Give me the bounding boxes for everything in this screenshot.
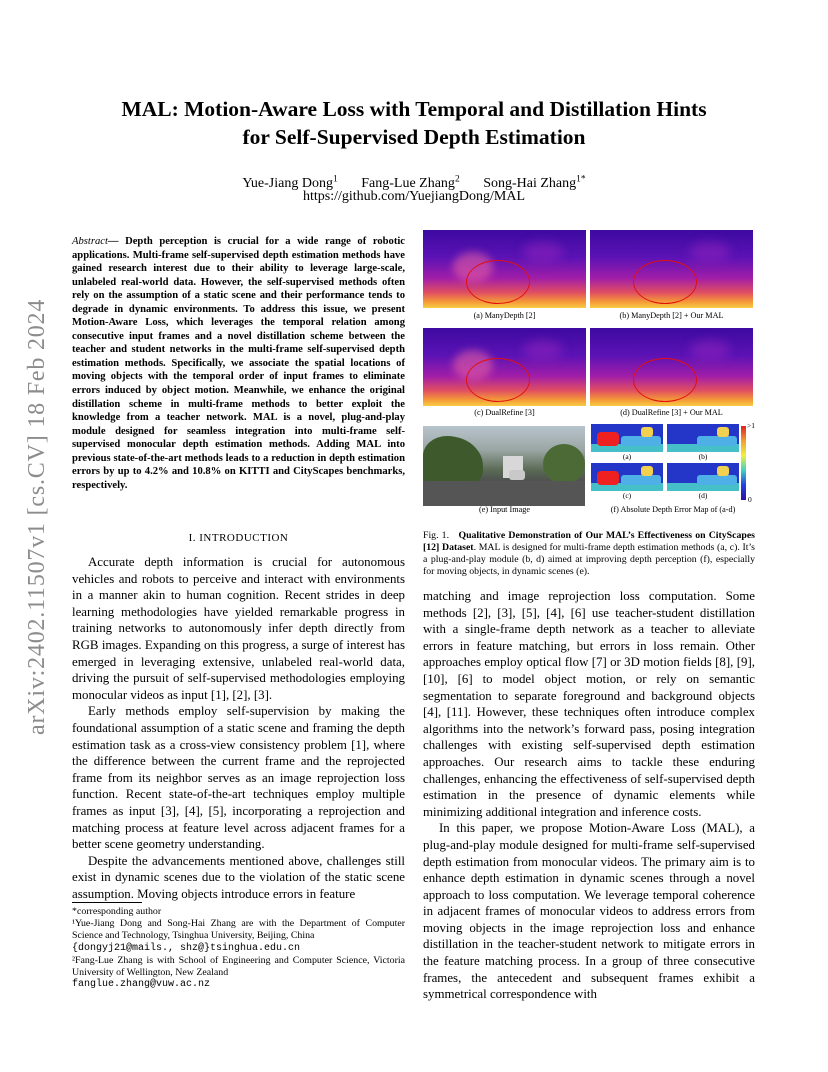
- title-line-1: MAL: Motion-Aware Loss with Temporal and Distillation Hints: [121, 97, 707, 121]
- error-label-d: (d): [698, 491, 708, 500]
- paragraph: Despite the advancements mentioned above, challenges still exist in dynamic scenes due to the violation of the static scene assumption. Moving objects introduce errors in feature: [72, 853, 405, 901]
- caption-b: (b) ManyDepth [2] + Our MAL: [619, 311, 724, 320]
- depth-map-d: [590, 328, 753, 406]
- figure-caption-label: Fig. 1.: [423, 530, 450, 541]
- paragraph: In this paper, we propose Motion-Aware Loss (MAL), a plug-and-play module designed for multi-frame self-supervised depth estimation from monocular videos. The primary aim is to enhance depth estimation in dynamic scenes through a novel approach to loss computation. We leverage temporal coherence in adjacent frames of monocular videos to address errors from moving objects in the image reprojection loss and enhance distillation in the teacher-student network to mitigate errors in the feature matching process. In a group of three consecutive frames, the antecedent and subsequent frames exhibit a symmetrical correspondence with: [423, 821, 755, 1002]
- footnote-1-email: {dongyj21@mails., shz@}tsinghua.edu.cn: [72, 942, 301, 954]
- depth-map-a: [423, 230, 586, 308]
- abstract-text: — Depth perception is crucial for a wide range of robotic applications. Multi-frame self-supervised depth estimation methods have gained research interest due to their ability to leverage large-scale, unlabeled real-world data. However, the self-supervised methods often rely on the assumption of a static scene and their performance tends to degrade in dynamic environments. To address this issue, we present Motion-Aware Loss, which leverages the temporal relation among consecutive input frames and a novel distillation scheme between the teacher and student networks in the multi-frame self-supervised depth estimation methods. Specifically, we associate the spatial locations of moving objects with the temporal order of input frames to eliminate errors induced by object motion. Meanwhile, we enhance the original distillation scheme in multi-frame methods to better exploit the knowledge from a teacher network. MAL is a novel, plug-and-play module designed for seamless integration into multi-frame self-supervised monocular depth estimation methods. Adding MAL into previous state-of-the-art methods leads to a reduction in depth estimation errors by up to 4.2% and 10.8% on KITTI and CityScapes benchmarks, respectively.: [72, 236, 405, 491]
- error-colorbar: [741, 426, 746, 500]
- figure-caption: [423, 530, 755, 578]
- error-label-a: (a): [622, 452, 632, 461]
- figure-caption-title: Qualitative Demonstration of Our MAL’s Effectiveness on CityScapes [12] Dataset: [423, 530, 755, 554]
- paragraph: matching and image reprojection loss computation. Some methods [2], [3], [5], [4], [6] use teacher-student distillation with a single-frame depth network as a teacher to alleviate errors in feature matching, but errors in loss remain. Other approaches employ optical flow [7] or 3D motion fields [8], [9], [10], [6] to model object motion, or rely on semantic segmentation to separate foreground and background objects [4], [11]. However, these techniques often introduce complex algorithms into the network’s forward pass, posing integration challenges with existing self-supervised depth estimation approaches. Our research aims to tackle these enduring challenges, enhancing the effectiveness of self-supervised depth estimation in the presence of dynamic elements while minimizing additional integration and inference costs.: [423, 589, 755, 819]
- input-image: [423, 426, 585, 506]
- abstract-label: Abstract: [72, 236, 108, 247]
- highlight-ellipse: [466, 358, 530, 402]
- highlight-ellipse: [466, 260, 530, 304]
- depth-map-c: [423, 328, 586, 406]
- error-label-c: (c): [622, 491, 632, 500]
- footnote-corresponding: *corresponding author: [72, 906, 162, 917]
- footnote-1: ¹Yue-Jiang Dong and Song-Hai Zhang are with the Department of Computer Science and Technology, Tsinghua University, Beijing, China: [72, 918, 405, 942]
- left-column-body: [72, 554, 405, 902]
- colorbar-min-label: 0: [748, 495, 752, 504]
- caption-a: (a) ManyDepth [2]: [473, 311, 536, 320]
- caption-c: (c) DualRefine [3]: [474, 408, 535, 417]
- author-1: Yue-Jiang Dong$^1$: [242, 174, 338, 191]
- paragraph: Accurate depth information is crucial for autonomous vehicles and robots to perceive and interact with environments in a manner akin to human cognition. Recent strides in deep learning methodologies have yielded remarkable progress in training networks to autonomously infer depth directly from RGB images. Expanding on this progress, a surge of interest has emerged in leveraging extensive, unlabeled real-world data, driving the pursuit of self-supervised methodologies employing monocular videos as input [1], [2], [3].: [72, 555, 405, 702]
- footnote-rule: [72, 902, 142, 903]
- depth-map-b: [590, 230, 753, 308]
- caption-f: (f) Absolute Depth Error Map of (a-d): [610, 505, 736, 514]
- right-column-body: [423, 588, 755, 1003]
- footnotes: [72, 902, 405, 991]
- caption-d: (d) DualRefine [3] + Our MAL: [620, 408, 723, 417]
- highlight-ellipse: [633, 260, 697, 304]
- paragraph: Early methods employ self-supervision by making the foundational assumption of a static scene and framing the depth estimation task as a cross-view consistency problem [1], where the difference between the current frame and the reprojected frame from its neighbor serves as an image reprojection loss function. Recent state-of-the-art techniques employ multiple frames as input [3], [4], [5], incorporating a reprojection and matching process at feature level across adjacent frames for a better scene geometry understanding.: [72, 704, 405, 852]
- caption-e: (e) Input Image: [479, 505, 530, 514]
- abstract: [72, 235, 405, 492]
- highlight-ellipse: [633, 358, 697, 402]
- figure-1: [423, 230, 755, 520]
- error-map-c: [591, 463, 663, 491]
- author-3: Song-Hai Zhang$^{1*}$: [483, 174, 586, 191]
- error-map-b: [667, 424, 739, 452]
- title-line-2: for Self-Supervised Depth Estimation: [242, 125, 586, 149]
- paper-title: [60, 95, 768, 151]
- arxiv-stamp: arXiv:2402.11507v1 [cs.CV] 18 Feb 2024: [24, 298, 50, 735]
- section-heading: I. INTRODUCTION: [188, 532, 289, 544]
- error-map-d: [667, 463, 739, 491]
- repo-link[interactable]: https://github.com/YuejiangDong/MAL: [302, 189, 526, 204]
- error-label-b: (b): [698, 452, 708, 461]
- footnote-2-email: fanglue.zhang@vuw.ac.nz: [72, 979, 211, 991]
- error-map-a: [591, 424, 663, 452]
- footnote-2: ²Fang-Lue Zhang is with School of Engineering and Computer Science, Victoria University of Wellington, New Zealand: [72, 954, 405, 979]
- author-2: Fang-Lue Zhang$^2$: [361, 174, 460, 191]
- figure-caption-text: . MAL is designed for multi-frame depth estimation methods (a, c). It’s a plug-and-play module (b, d) aimed at improving depth perception (f), especially for moving objects, in dynamic scenes (e).: [423, 542, 755, 578]
- colorbar-max-label: >1: [747, 421, 755, 430]
